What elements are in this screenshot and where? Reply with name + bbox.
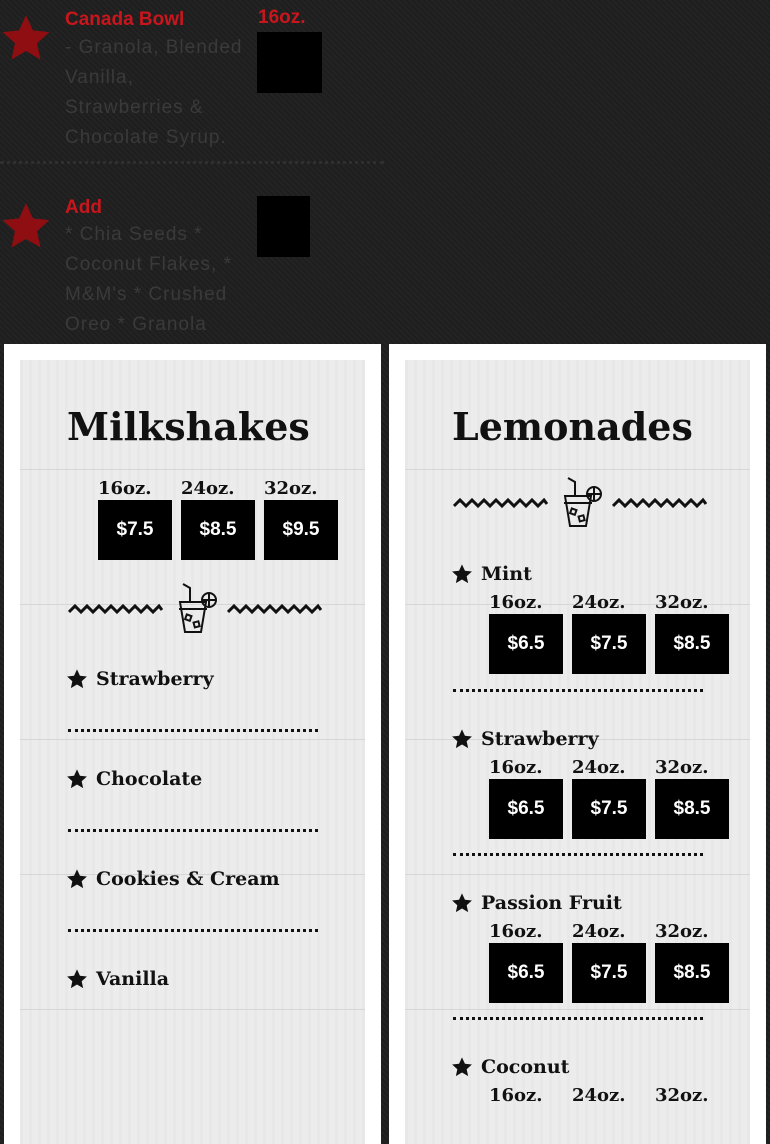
size-label: 24oz. [572,1085,626,1106]
size-label: 16oz. [258,7,306,28]
price-box: $7.5 [572,779,646,839]
drink-divider [453,476,707,532]
item-description: - Granola, Blended Vanilla, Strawberries & Chocolate Syrup. [65,37,243,148]
lemonades-panel [389,344,766,1144]
star-icon [0,12,52,64]
drink-divider [68,582,322,638]
drink-cup-icon [165,582,225,638]
dotted-separator [453,1017,703,1020]
price-box: $8.5 [655,943,729,1003]
price-box: $7.5 [98,500,172,560]
price-box: $6.5 [489,614,563,674]
price-box [257,32,322,93]
price-box: $6.5 [489,779,563,839]
panel-background [20,360,365,1144]
dotted-separator [68,929,318,932]
zigzag-icon [612,496,707,512]
star-icon [66,868,88,890]
price-table [489,1085,738,1107]
star-icon [66,968,88,990]
zigzag-icon [227,602,322,618]
dark-item-canada-bowl [0,0,400,170]
star-icon [451,728,473,750]
list-item [451,892,622,914]
size-label: 16oz. [98,478,152,499]
drink-cup-icon [550,476,610,532]
list-item [66,968,169,990]
price-table [489,592,738,674]
star-icon [0,200,52,252]
star-icon [66,668,88,690]
price-table [98,478,347,560]
zigzag-icon [68,602,163,618]
price-box: $7.5 [572,943,646,1003]
size-label: 24oz. [572,757,626,778]
size-label: 16oz. [489,1085,543,1106]
price-table [489,757,738,839]
size-label: 32oz. [655,921,709,942]
flavor-name: Chocolate [96,768,203,790]
dotted-separator [68,829,318,832]
milkshakes-panel [4,344,381,1144]
dotted-separator [453,853,703,856]
panel-title: Milkshakes [67,404,310,449]
list-item [66,668,214,690]
flavor-name: Cookies & Cream [96,868,280,890]
list-item [451,728,599,750]
size-label: 32oz. [264,478,318,499]
star-icon [451,1056,473,1078]
size-label: 24oz. [181,478,235,499]
panel-title: Lemonades [452,404,693,449]
lemonade-name: Strawberry [481,728,599,750]
price-box: $6.5 [489,943,563,1003]
list-item [451,1056,569,1078]
dotted-separator [453,689,703,692]
dotted-separator [68,729,318,732]
star-icon [451,892,473,914]
price-box: $8.5 [655,779,729,839]
zigzag-icon [453,496,548,512]
flavor-name: Strawberry [96,668,214,690]
list-item [451,563,532,585]
star-icon [451,563,473,585]
size-label: 32oz. [655,592,709,613]
price-box: $9.5 [264,500,338,560]
item-title: Canada Bowl [65,9,185,30]
flavor-name: Vanilla [96,968,170,990]
lemonade-name: Mint [481,563,532,585]
price-box: $8.5 [655,614,729,674]
lemonade-name: Coconut [481,1056,570,1078]
size-label: 16oz. [489,757,543,778]
panel-background [405,360,750,1144]
price-box: $7.5 [572,614,646,674]
size-label: 24oz. [572,592,626,613]
size-label: 32oz. [655,1085,709,1106]
size-label: 32oz. [655,757,709,778]
price-box: $8.5 [181,500,255,560]
size-label: 16oz. [489,592,543,613]
size-label: 16oz. [489,921,543,942]
lemonade-name: Passion Fruit [481,892,622,914]
price-box [257,196,310,257]
size-label: 24oz. [572,921,626,942]
dark-item-add [0,190,400,344]
price-table [489,921,738,1003]
dotted-separator [0,161,384,164]
list-item [66,768,202,790]
item-title: Add [65,197,102,218]
item-description: * Chia Seeds * Coconut Flakes, * M&M's * Crushed Oreo * Granola [65,224,232,335]
star-icon [66,768,88,790]
list-item [66,868,280,890]
